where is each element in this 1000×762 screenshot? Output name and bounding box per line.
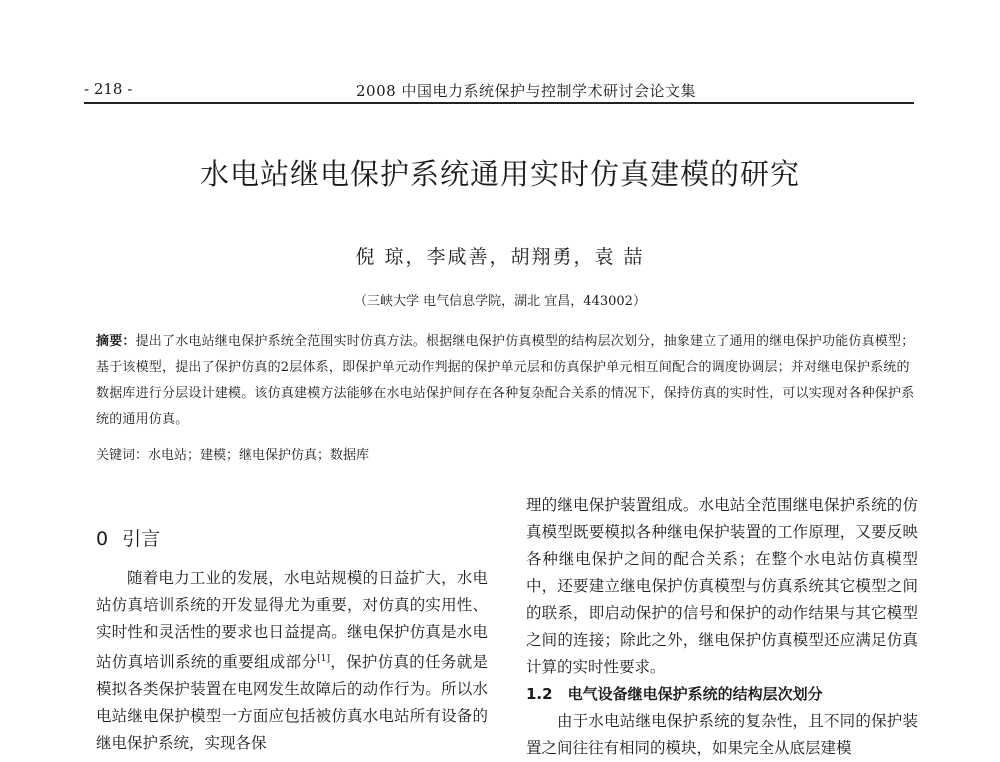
keywords-text: 水电站；建模；继电保护仿真；数据库 — [148, 448, 370, 463]
subsection-paragraph: 由于水电站继电保护系统的复杂性，且不同的保护装置之间往往有相同的模块，如果完全从底层建模 — [526, 712, 918, 757]
left-column — [96, 565, 488, 757]
paper-affiliation: （三峡大学 电气信息学院，湖北 宜昌，443002） — [354, 294, 646, 309]
right-column — [526, 492, 918, 762]
keywords — [96, 444, 918, 463]
page-number: - 218 - — [84, 80, 133, 98]
section-heading — [96, 524, 174, 551]
intro-text-part1: 随着电力工业的发展，水电站规模的日益扩大，水电站仿真培训系统的开发显得尤为重要，对仿真的实用性、实时性和灵活性的要求也日益提高。继电保护仿真是水电站仿真培训系统的重要组成部分 — [96, 569, 488, 672]
abstract-label: 摘要： — [96, 334, 136, 349]
section-title: 引言 — [122, 528, 161, 550]
section-number: 0 — [96, 528, 109, 550]
intro-text-part2: ，保护仿真的任务就是模拟各类保护装置在电网发生故障后的动作行为。所以水电站继电保护模型一方面应包括被仿真水电站所有设备的继电保护系统，实现各保 — [96, 653, 488, 753]
right-paragraph: 理的继电保护装置组成。水电站全范围继电保护系统的仿真模型既要模拟各种继电保护装置的工作原理，又要反映各种继电保护之间的配合关系；在整个水电站仿真模型中，还要建立继电保护仿真模型与仿真系统其它模型之间的联系，即启动保护的信号和保护的动作结果与其它模型之间的连接；除此之外，继电保护仿真模型还应满足仿真计算的实时性要求。 — [526, 496, 918, 676]
abstract — [96, 329, 918, 433]
subsection-title: 1.2 电气设备继电保护系统的结构层次划分 — [526, 685, 823, 703]
paper-title: 水电站继电保护系统通用实时仿真建模的研究 — [199, 157, 800, 191]
abstract-text: 提出了水电站继电保护系统全范围实时仿真方法。根据继电保护仿真模型的结构层次划分，抽象建立了通用的继电保护功能仿真模型；基于该模型，提出了保护仿真的2层体系，即保护单元动作判据的保护单元层和仿真保护单元相互间配合的调度协调层；并对继电保护系统的数据库进行分层设计建模。该仿真建模方法能够在水电站保护间存在各种复杂配合关系的情况下，保持仿真的实时性，可以实现对各种保护系统的通用仿真。 — [96, 334, 915, 427]
citation: [1] — [317, 654, 330, 664]
header-rule — [84, 102, 914, 104]
keywords-label: 关键词： — [96, 448, 149, 463]
running-title: 2008 中国电力系统保护与控制学术研讨会论文集 — [356, 82, 696, 100]
intro-paragraph — [96, 565, 488, 757]
paper-authors: 倪 琼，李咸善，胡翔勇，袁 喆 — [355, 246, 645, 268]
